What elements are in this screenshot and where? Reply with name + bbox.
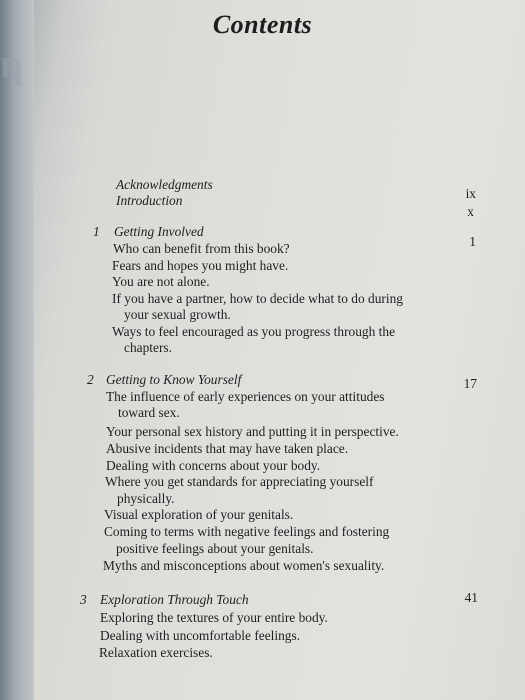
chapter-line: The influence of early experiences on your attitudes <box>106 389 385 404</box>
toc-page-introduction: x <box>467 204 474 219</box>
chapter-line: Fears and hopes you might have. <box>112 258 289 273</box>
chapter-page-1: 1 <box>469 234 476 249</box>
chapter-line: chapters. <box>124 340 172 355</box>
chapter-line: Dealing with uncomfortable feelings. <box>100 628 301 643</box>
chapter-number: 1 <box>93 224 100 239</box>
chapter-line: If you have a partner, how to decide what to do during <box>112 291 403 306</box>
chapter-line: Your personal sex history and putting it in perspective. <box>106 424 399 439</box>
chapter-line: physically. <box>117 491 175 506</box>
chapter-number: 3 <box>80 592 87 607</box>
chapter-page-2: 17 <box>463 376 477 391</box>
chapter-line: Dealing with concerns about your body. <box>106 458 321 473</box>
chapter-line: Coming to terms with negative feelings and fostering <box>104 524 390 539</box>
chapter-line: Relaxation exercises. <box>99 645 213 660</box>
toc-entry-acknowledgments[interactable]: Acknowledgments <box>116 177 213 192</box>
chapter-line: Visual exploration of your genitals. <box>104 507 294 522</box>
chapter-page-3: 41 <box>464 590 478 605</box>
chapter-line: Abusive incidents that may have taken place. <box>106 441 349 456</box>
chapter-line: toward sex. <box>118 405 180 420</box>
chapter-line: You are not alone. <box>112 274 210 289</box>
page-title: Contents <box>212 10 313 39</box>
chapter-line: your sexual growth. <box>124 307 231 322</box>
chapter-line: Who can benefit from this book? <box>113 241 290 256</box>
toc-entry-introduction[interactable]: Introduction <box>116 193 183 208</box>
chapter-line: Myths and misconceptions about women's sexuality. <box>103 558 385 573</box>
chapter-number: 2 <box>87 372 94 387</box>
chapter-line: Ways to feel encouraged as you progress through the <box>112 324 396 339</box>
chapter-title-3[interactable]: Exploration Through Touch <box>100 592 249 607</box>
facing-page-bleed: η <box>0 41 23 86</box>
chapter-line: Exploring the textures of your entire body. <box>100 610 328 625</box>
chapter-title-1[interactable]: Getting Involved <box>114 224 204 239</box>
toc-page-acknowledgments: ix <box>465 186 476 201</box>
chapter-line: Where you get standards for appreciating yourself <box>105 474 374 489</box>
chapter-title-2[interactable]: Getting to Know Yourself <box>106 372 242 387</box>
chapter-line: positive feelings about your genitals. <box>116 541 314 556</box>
facing-page-gutter <box>0 0 34 700</box>
